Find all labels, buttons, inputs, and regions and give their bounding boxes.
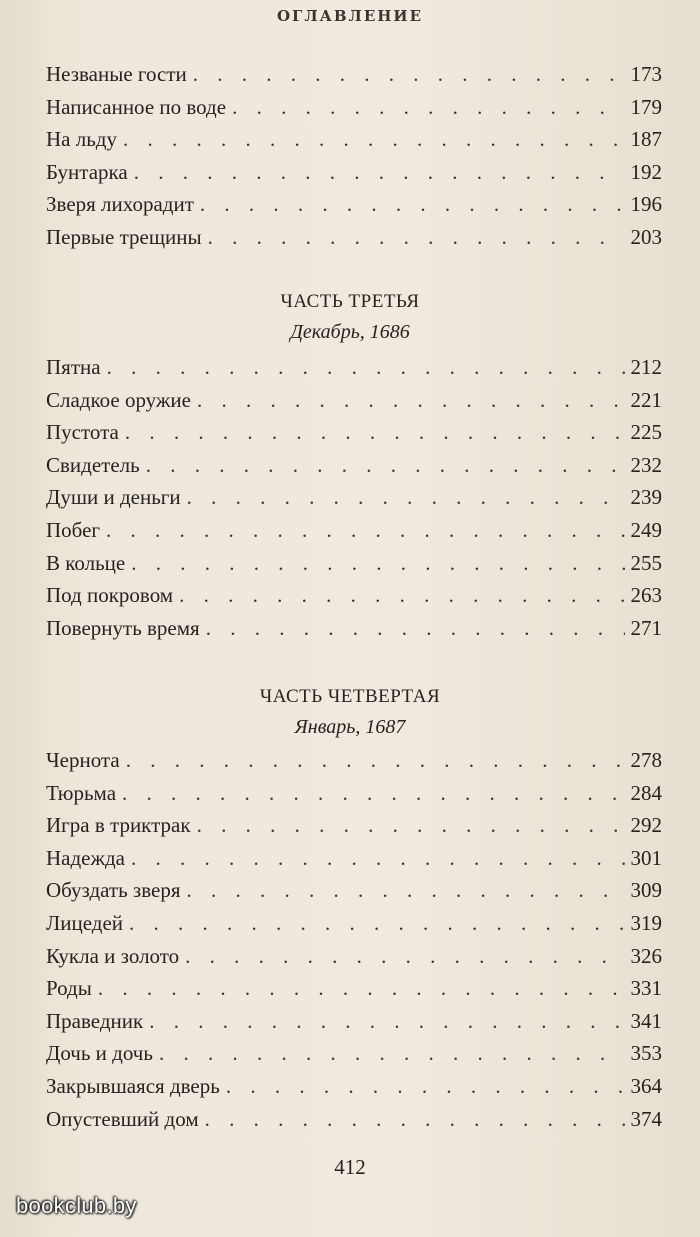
toc-entry-title: Закрывшаяся дверь [46, 1073, 220, 1098]
part-three-heading [0, 287, 700, 347]
toc-entry [46, 160, 662, 193]
part-title: ЧАСТЬ ЧЕТВЕРТАЯ [259, 686, 441, 707]
toc-entry [46, 225, 662, 258]
toc-entry [46, 846, 662, 879]
toc-dot-leader [129, 911, 624, 936]
toc-dot-leader [205, 1107, 625, 1132]
toc-dot-leader [226, 1074, 625, 1099]
toc-dot-leader [131, 551, 624, 576]
toc-entry [46, 1009, 662, 1042]
toc-entry [46, 1074, 662, 1107]
toc-entry [46, 781, 662, 814]
running-head: ОГЛАВЛЕНИЕ [276, 7, 424, 25]
toc-dot-leader [149, 1009, 624, 1034]
toc-entry-title: Пятна [46, 355, 101, 379]
toc-entry [46, 1107, 662, 1140]
toc-dot-leader [126, 748, 625, 773]
toc-entry [46, 583, 662, 616]
toc-entry-page: 221 [630, 387, 662, 412]
toc-entry-title: Пустота [46, 420, 119, 445]
toc-dot-leader [179, 583, 624, 608]
toc-entry-title: Чернота [46, 748, 120, 772]
toc-entry-page: 278 [630, 748, 662, 772]
toc-entry [46, 355, 662, 388]
toc-entry-page: 319 [630, 910, 662, 935]
toc-dot-leader [187, 485, 625, 510]
toc-entry-page: 292 [630, 813, 662, 838]
toc-entry [46, 388, 662, 421]
toc-entry [46, 976, 662, 1009]
toc-dot-leader [197, 813, 625, 838]
toc-entry [46, 62, 662, 95]
part-title: ЧАСТЬ ТРЕТЬЯ [280, 291, 420, 312]
toc-entry [46, 813, 662, 846]
toc-entry-page: 225 [630, 420, 662, 445]
part-date: Январь, 1687 [294, 716, 406, 738]
toc-entry [46, 518, 662, 551]
toc-dot-leader [131, 846, 624, 871]
toc-entry-title: Праведник [46, 1008, 144, 1033]
toc-entry-page: 179 [630, 94, 662, 119]
watermark-logo: bookclub.by [16, 1193, 137, 1218]
toc-entry [46, 616, 662, 649]
toc-entry-title: Опустевший дом [46, 1106, 199, 1131]
toc-entry-page: 203 [630, 224, 662, 249]
toc-entry-title: Лицедей [46, 910, 124, 935]
toc-dot-leader [125, 420, 625, 445]
toc-dot-leader [159, 1041, 625, 1066]
toc-entry-page: 187 [630, 127, 662, 152]
toc-entry [46, 127, 662, 160]
toc-list-continued [46, 62, 662, 258]
toc-entry-title: Первые трещины [46, 224, 202, 249]
toc-entry [46, 911, 662, 944]
toc-entry-title: На льду [46, 127, 117, 152]
toc-dot-leader [200, 192, 625, 217]
toc-entry-page: 249 [630, 517, 662, 542]
toc-dot-leader [187, 878, 625, 903]
toc-entry-page: 271 [630, 615, 662, 640]
toc-entry-page: 331 [630, 976, 662, 1001]
toc-entry-page: 341 [630, 1008, 662, 1033]
toc-entry-page: 232 [630, 452, 662, 477]
toc-entry-title: Побег [46, 517, 101, 542]
toc-entry [46, 1041, 662, 1074]
toc-entry-title: Зверя лихорадит [46, 192, 194, 217]
toc-entry [46, 192, 662, 225]
toc-entry-title: Обуздать зверя [46, 878, 181, 903]
toc-entry [46, 485, 662, 518]
toc-entry-page: 284 [630, 780, 662, 805]
toc-entry [46, 551, 662, 584]
toc-entry-title: Надежда [46, 845, 126, 870]
toc-entry-title: Свидетель [46, 452, 140, 477]
toc-entry-page: 374 [630, 1106, 662, 1131]
toc-dot-leader [146, 453, 625, 478]
toc-entry [46, 748, 662, 781]
toc-dot-leader [232, 95, 624, 120]
toc-entry-page: 212 [630, 355, 662, 379]
toc-dot-leader [185, 944, 624, 969]
part-four-heading [0, 682, 700, 742]
toc-entry [46, 944, 662, 977]
toc-entry-title: Тюрьма [46, 780, 117, 805]
toc-entry-title: Кукла и золото [46, 943, 180, 968]
toc-dot-leader [122, 781, 624, 806]
toc-entry-title: Дочь и дочь [46, 1041, 153, 1066]
toc-entry-title: Незваные гости [46, 62, 187, 86]
toc-entry-page: 353 [630, 1041, 662, 1066]
part-date: Декабрь, 1686 [290, 321, 410, 343]
toc-dot-leader [98, 976, 625, 1001]
toc-entry-page: 196 [630, 192, 662, 217]
toc-dot-leader [106, 518, 624, 543]
toc-dot-leader [134, 160, 625, 185]
toc-entry-title: Под покровом [46, 583, 174, 608]
toc-entry-title: Сладкое оружие [46, 387, 191, 412]
toc-entry-title: Души и деньги [46, 485, 181, 510]
toc-entry-page: 192 [630, 159, 662, 184]
toc-entry-page: 309 [630, 878, 662, 903]
toc-entry-title: Роды [46, 976, 92, 1001]
toc-dot-leader [197, 388, 625, 413]
toc-entry-title: В кольце [46, 550, 126, 575]
toc-entry-page: 326 [630, 943, 662, 968]
toc-entry-page: 301 [630, 845, 662, 870]
toc-dot-leader [208, 225, 625, 250]
toc-entry-title: Повернуть время [46, 615, 200, 640]
toc-entry [46, 420, 662, 453]
toc-entry-page: 239 [630, 485, 662, 510]
toc-entry [46, 453, 662, 486]
toc-dot-leader [107, 355, 625, 380]
toc-list-part-three [46, 355, 662, 648]
toc-entry-page: 173 [630, 62, 662, 86]
toc-entry [46, 95, 662, 128]
toc-entry-page: 255 [630, 550, 662, 575]
toc-entry-page: 364 [630, 1073, 662, 1098]
toc-dot-leader [193, 62, 625, 87]
toc-entry-title: Бунтарка [46, 159, 128, 184]
toc-entry [46, 878, 662, 911]
toc-entry-title: Написанное по воде [46, 94, 227, 119]
toc-list-part-four [46, 748, 662, 1139]
toc-entry-page: 263 [630, 583, 662, 608]
page-number: 412 [334, 1155, 366, 1179]
toc-entry-title: Игра в триктрак [46, 813, 191, 838]
toc-dot-leader [123, 127, 625, 152]
toc-dot-leader [206, 616, 625, 641]
